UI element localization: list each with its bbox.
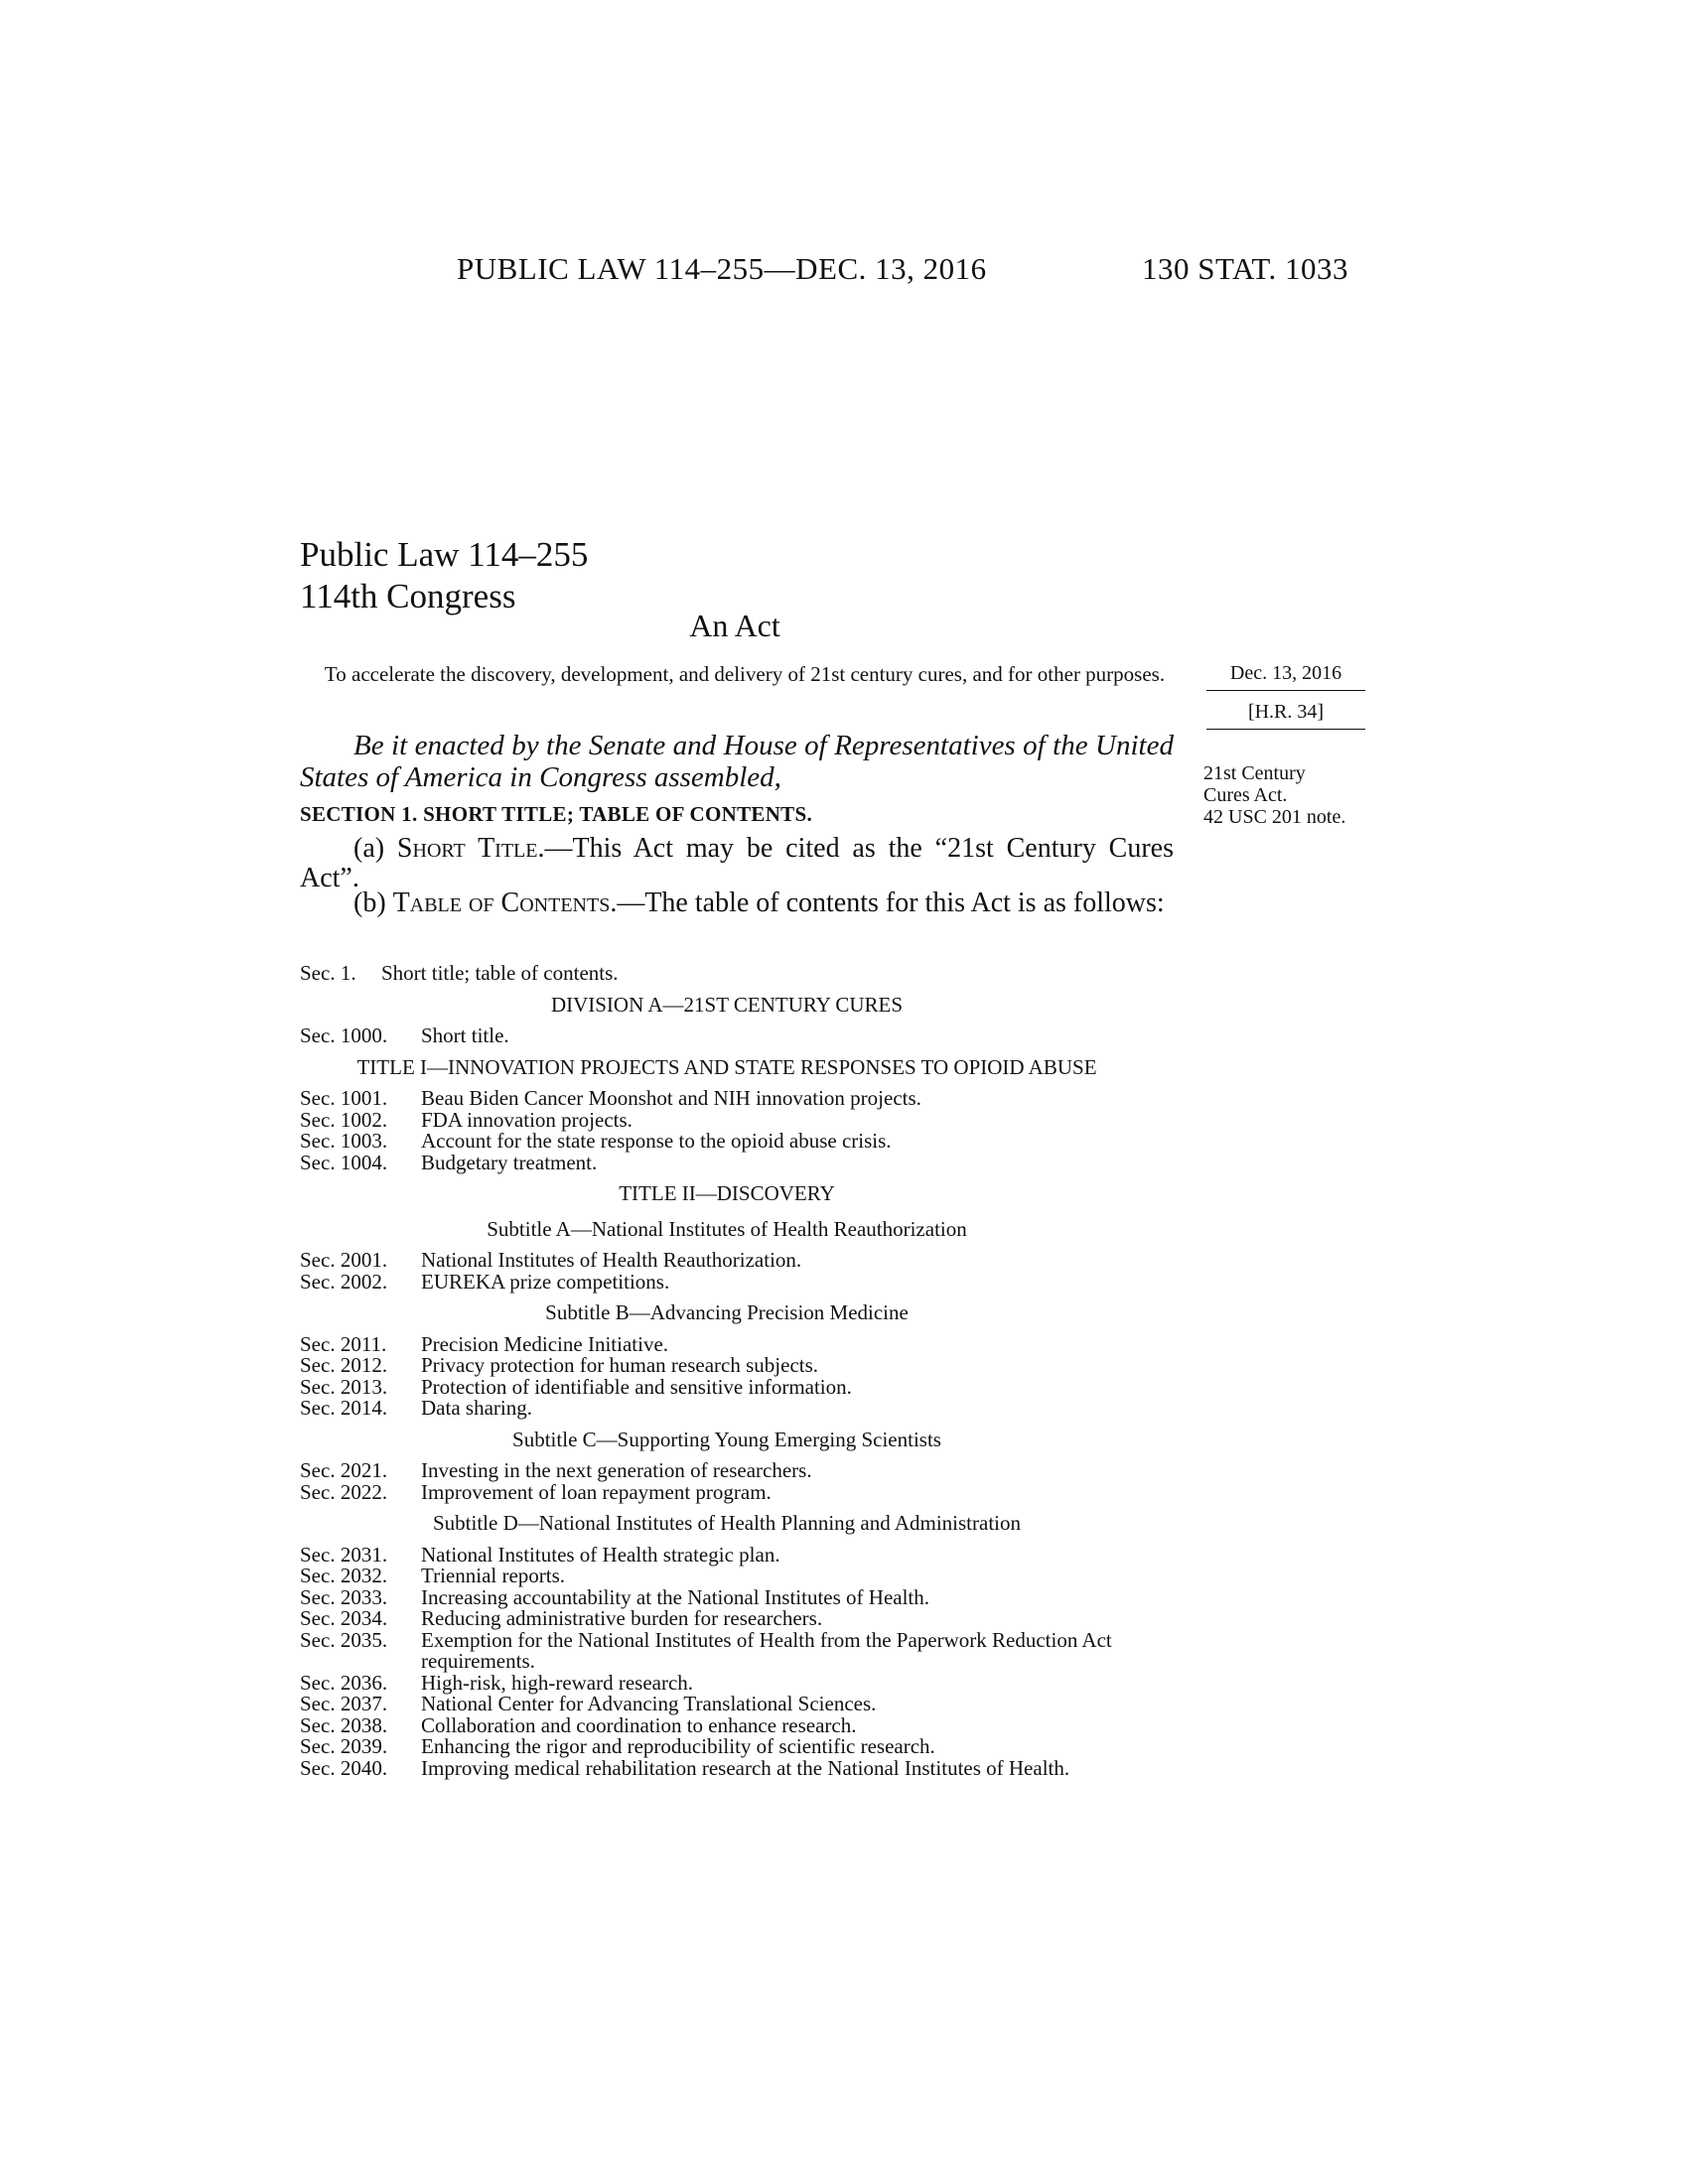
toc-entry <box>300 1460 1174 1482</box>
toc-section-number: Sec. 1002. <box>300 1107 388 1132</box>
toc-list-subtitle-d <box>300 1542 1174 1780</box>
act-purpose: To accelerate the discovery, development, and delivery of 21st century cures, and for other purposes. <box>324 662 1166 686</box>
law-identification <box>300 534 588 617</box>
toc-entry <box>300 1107 1174 1132</box>
toc-entry <box>300 1398 1174 1420</box>
toc-entry <box>300 1479 1174 1504</box>
toc-section-title: Investing in the next generation of researchers. <box>421 1458 812 1482</box>
toc-section-title: Protection of identifiable and sensitive information. <box>421 1374 852 1399</box>
toc-section-number: Sec. 2012. <box>300 1353 388 1377</box>
paragraph-caption: Short Title <box>396 833 538 864</box>
toc-section-number: Sec. 2039. <box>300 1734 388 1758</box>
toc-entry <box>300 1269 1174 1294</box>
paragraph-short-title <box>300 834 1174 893</box>
toc-title-heading: TITLE II—DISCOVERY <box>619 1181 835 1205</box>
toc-entry <box>300 1374 1174 1399</box>
toc-list-title1 <box>300 1088 1174 1173</box>
toc-section-title: Reducing administrative burden for researchers. <box>421 1606 823 1630</box>
toc-section-number: Sec. 2031. <box>300 1542 388 1567</box>
toc-section-title: High-risk, high-reward research. <box>421 1670 694 1695</box>
enacting-clause: Be it enacted by the Senate and House of Representatives of the United States of America in Congress assembled, <box>300 730 1174 793</box>
toc-section-title: Short title. <box>421 1024 509 1047</box>
toc-subtitle-heading: Subtitle A—National Institutes of Health Reauthorization <box>487 1216 967 1241</box>
paragraph-text: .—The table of contents for this Act is as follows: <box>610 887 1165 918</box>
toc-entry <box>300 1131 1174 1153</box>
margin-note-line: 21st Century <box>1203 762 1306 784</box>
toc-list-subtitle-c <box>300 1460 1174 1503</box>
toc-entry <box>300 963 1174 985</box>
toc-entry <box>300 1088 1174 1110</box>
toc-section-number: Sec. 2037. <box>300 1692 388 1715</box>
running-header: PUBLIC LAW 114–255—DEC. 13, 2016 <box>457 251 987 286</box>
toc-section-title: Beau Biden Cancer Moonshot and NIH innovation projects. <box>421 1086 921 1110</box>
paragraph-text: .—This Act may be cited as the “21st Century Cures Act”. <box>300 833 1174 893</box>
toc-section-title: Account for the state response to the opioid abuse crisis. <box>421 1129 892 1153</box>
toc-section-title: Triennial reports. <box>421 1564 566 1587</box>
toc-section-number: Sec. 2002. <box>300 1269 388 1294</box>
toc-subtitle-heading: Subtitle B—Advancing Precision Medicine <box>545 1300 909 1324</box>
toc-section-number: Sec. 2021. <box>300 1458 388 1482</box>
toc-section-number: Sec. 2036. <box>300 1670 388 1695</box>
toc-section-number: Sec. 1004. <box>300 1150 388 1174</box>
toc-section-number: Sec. 2001. <box>300 1248 388 1272</box>
toc-section-title: National Institutes of Health Reauthorization. <box>421 1248 802 1272</box>
toc-section-number: Sec. 2014. <box>300 1396 388 1420</box>
toc-entry <box>300 1331 1174 1356</box>
toc-section-number: Sec. 2011. <box>300 1331 387 1356</box>
toc-section-title: Privacy protection for human research subjects. <box>421 1353 819 1377</box>
toc-section-title: Improvement of loan repayment program. <box>421 1479 772 1504</box>
toc-list-subtitle-a <box>300 1250 1174 1293</box>
congress-number: 114th Congress <box>300 577 516 615</box>
toc-section-number: Sec. 2013. <box>300 1374 388 1399</box>
toc-section-title: Data sharing. <box>421 1396 532 1420</box>
toc-section-title: FDA innovation projects. <box>421 1107 633 1132</box>
section-heading: SECTION 1. SHORT TITLE; TABLE OF CONTENTS. <box>300 802 813 826</box>
toc-section-title: Precision Medicine Initiative. <box>421 1331 669 1356</box>
toc-entry <box>300 1670 1174 1695</box>
toc-section-title: Increasing accountability at the National Institutes of Health. <box>421 1584 929 1609</box>
toc-section-title: Exemption for the National Institutes of Health from the Paperwork Reduction Act requirements. <box>421 1627 1112 1673</box>
toc-division-heading: DIVISION A—21ST CENTURY CURES <box>550 992 904 1017</box>
toc-subtitle-heading: Subtitle C—Supporting Young Emerging Scientists <box>512 1427 941 1451</box>
paragraph-label: (b) <box>353 887 393 918</box>
toc-entry <box>300 1608 1174 1630</box>
toc-section-title: National Institutes of Health strategic plan. <box>421 1542 780 1567</box>
toc-entry <box>300 1627 1174 1673</box>
toc-list-subtitle-b <box>300 1331 1174 1420</box>
act-title: An Act <box>689 608 780 643</box>
toc-entry <box>300 1755 1174 1780</box>
toc-entry <box>300 1542 1174 1567</box>
toc-section-number: Sec. 1000. <box>300 1024 388 1047</box>
bill-number: [H.R. 34] <box>1206 691 1365 730</box>
toc-section-title: EUREKA prize competitions. <box>421 1269 670 1294</box>
toc-title-heading: TITLE I—INNOVATION PROJECTS AND STATE RESPONSES TO OPIOID ABUSE <box>356 1054 1097 1079</box>
public-law-number: Public Law 114–255 <box>300 535 589 574</box>
toc-entry <box>300 1150 1174 1174</box>
toc-section-title: National Center for Advancing Translational Sciences. <box>421 1692 877 1715</box>
toc-entry <box>300 1694 1174 1715</box>
toc-entry <box>300 1250 1174 1272</box>
margin-note-line: 42 USC 201 note. <box>1203 806 1346 828</box>
toc-section-number: Sec. 1003. <box>300 1129 388 1153</box>
margin-date-block <box>1206 660 1365 730</box>
margin-note-line: Cures Act. <box>1203 784 1288 806</box>
toc-entry <box>300 1025 1174 1047</box>
toc-section-number: Sec. 2033. <box>300 1584 388 1609</box>
toc-entry <box>300 1736 1174 1758</box>
toc-section-number: Sec. 2035. <box>300 1627 388 1652</box>
paragraph-label: (a) <box>353 833 397 864</box>
table-of-contents <box>300 963 1174 1779</box>
paragraph-caption: Table of Contents <box>392 887 611 918</box>
toc-section-title: Short title; table of contents. <box>381 961 619 985</box>
toc-section-title: Collaboration and coordination to enhance research. <box>421 1712 857 1737</box>
paragraph-table-of-contents <box>300 888 1174 918</box>
toc-section-number: Sec. 2032. <box>300 1564 388 1587</box>
toc-section-number: Sec. 2040. <box>300 1755 388 1780</box>
toc-section-number: Sec. 1001. <box>300 1086 388 1110</box>
enactment-date: Dec. 13, 2016 <box>1206 660 1365 691</box>
toc-subtitle-heading: Subtitle D—National Institutes of Health Planning and Administration <box>432 1511 1022 1535</box>
toc-section-title: Enhancing the rigor and reproducibility of scientific research. <box>421 1734 935 1758</box>
toc-entry <box>300 1584 1174 1609</box>
toc-entry <box>300 1712 1174 1737</box>
toc-section-title: Budgetary treatment. <box>421 1150 598 1174</box>
toc-section-number: Sec. 2034. <box>300 1606 388 1630</box>
toc-section-number: Sec. 1. <box>300 961 356 985</box>
toc-entry <box>300 1355 1174 1377</box>
toc-section-number: Sec. 2038. <box>300 1712 388 1737</box>
toc-entry <box>300 1566 1174 1587</box>
toc-section-number: Sec. 2022. <box>300 1479 388 1504</box>
margin-note <box>1203 762 1345 828</box>
toc-section-title: Improving medical rehabilitation research at the National Institutes of Health. <box>421 1755 1070 1780</box>
statute-page-number: 130 STAT. 1033 <box>1142 251 1349 286</box>
